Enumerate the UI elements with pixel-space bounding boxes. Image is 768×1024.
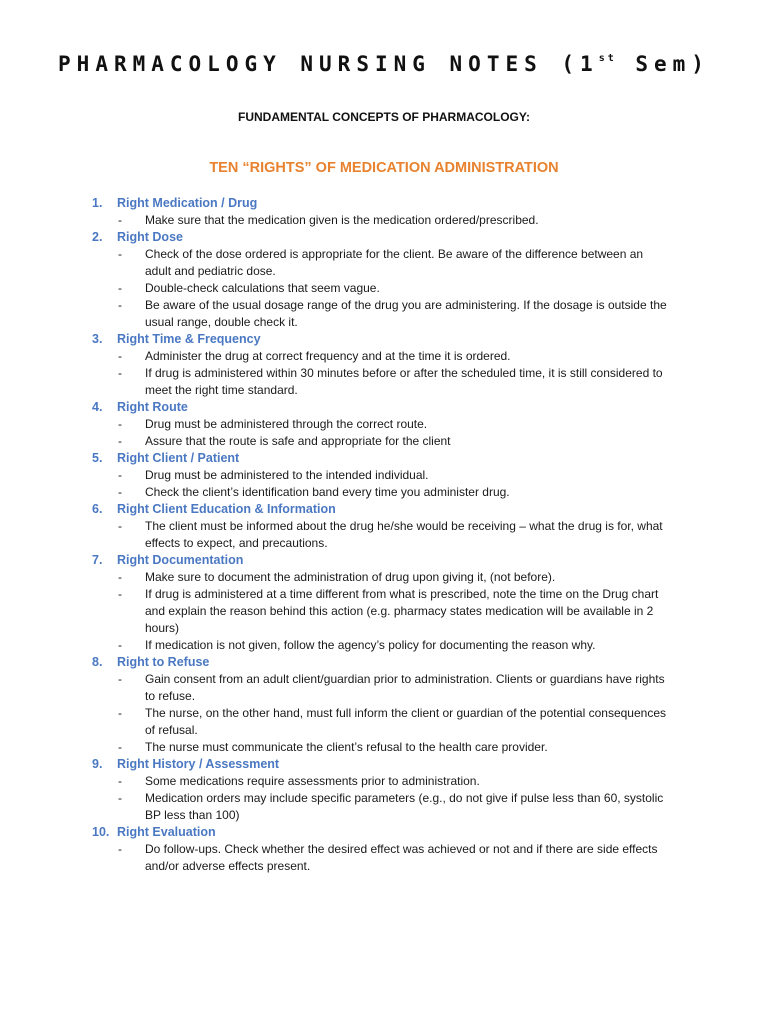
right-heading xyxy=(92,824,692,841)
dash-marker: - xyxy=(118,638,122,652)
right-title: Right Route xyxy=(117,400,188,414)
dash-marker: - xyxy=(118,213,122,227)
right-item xyxy=(92,331,692,399)
bullet-point xyxy=(92,841,692,875)
bullet-point xyxy=(92,586,692,637)
bullet-point xyxy=(92,484,692,501)
bullet-text: Some medications require assessments prior to administration. xyxy=(145,774,480,788)
right-item xyxy=(92,229,692,331)
dash-marker: - xyxy=(118,247,122,261)
bullet-point xyxy=(92,212,692,229)
bullet-text: Check of the dose ordered is appropriate for the client. Be aware of the difference between an adult and pediatric dose. xyxy=(145,247,644,278)
bullet-text: Medication orders may include specific parameters (e.g., do not give if pulse less than 60, systolic BP less than 100) xyxy=(145,791,664,822)
bullet-text: If drug is administered at a time different from what is prescribed, note the time on the Drug chart and explain the reason behind this action (e.g. pharmacy states medication will be available in 2 hours) xyxy=(145,587,659,635)
bullet-point xyxy=(92,790,692,824)
bullet-point xyxy=(92,518,692,552)
bullet-list xyxy=(92,518,692,552)
dash-marker: - xyxy=(118,519,122,533)
dash-marker: - xyxy=(118,349,122,363)
right-heading xyxy=(92,450,692,467)
bullet-text: Gain consent from an adult client/guardian prior to administration. Clients or guardians have rights to refuse. xyxy=(145,672,665,703)
bullet-list xyxy=(92,467,692,501)
bullet-point xyxy=(92,671,692,705)
bullet-text: Make sure that the medication given is the medication ordered/prescribed. xyxy=(145,213,539,227)
bullet-text: Check the client’s identification band every time you administer drug. xyxy=(145,485,510,499)
right-heading xyxy=(92,654,692,671)
bullet-list xyxy=(92,569,692,654)
dash-marker: - xyxy=(118,417,122,431)
bullet-text: Double-check calculations that seem vague. xyxy=(145,281,380,295)
dash-marker: - xyxy=(118,434,122,448)
document-title xyxy=(0,52,768,76)
bullet-text: Be aware of the usual dosage range of the drug you are administering. If the dosage is outside the usual range, double check it. xyxy=(145,298,667,329)
right-number: 6. xyxy=(92,502,103,516)
bullet-text: If medication is not given, follow the agency’s policy for documenting the reason why. xyxy=(145,638,596,652)
bullet-text: Drug must be administered to the intended individual. xyxy=(145,468,429,482)
right-item xyxy=(92,450,692,501)
dash-marker: - xyxy=(118,706,122,720)
right-title: Right Documentation xyxy=(117,553,244,567)
right-number: 10. xyxy=(92,825,110,839)
bullet-point xyxy=(92,637,692,654)
dash-marker: - xyxy=(118,366,122,380)
document-subtitle: FUNDAMENTAL CONCEPTS OF PHARMACOLOGY: xyxy=(238,110,530,124)
right-title: Right Dose xyxy=(117,230,183,244)
bullet-text: Assure that the route is safe and appropriate for the client xyxy=(145,434,451,448)
right-title: Right History / Assessment xyxy=(117,757,280,771)
bullet-point xyxy=(92,433,692,450)
bullet-list xyxy=(92,841,692,875)
dash-marker: - xyxy=(118,842,122,856)
bullet-list xyxy=(92,212,692,229)
bullet-list xyxy=(92,416,692,450)
bullet-point xyxy=(92,467,692,484)
dash-marker: - xyxy=(118,281,122,295)
right-item xyxy=(92,195,692,229)
bullet-list xyxy=(92,671,692,756)
dash-marker: - xyxy=(118,791,122,805)
right-number: 3. xyxy=(92,332,103,346)
bullet-text: Drug must be administered through the correct route. xyxy=(145,417,428,431)
right-number: 5. xyxy=(92,451,103,465)
dash-marker: - xyxy=(118,774,122,788)
dash-marker: - xyxy=(118,740,122,754)
bullet-list xyxy=(92,348,692,399)
bullet-point xyxy=(92,569,692,586)
bullet-list xyxy=(92,246,692,331)
right-number: 4. xyxy=(92,400,103,414)
bullet-point xyxy=(92,297,692,331)
document-title-superscript: st xyxy=(598,53,617,64)
right-heading xyxy=(92,552,692,569)
right-heading xyxy=(92,399,692,416)
rights-list xyxy=(92,195,692,875)
right-title: Right Client Education & Information xyxy=(117,502,336,516)
bullet-text: Do follow-ups. Check whether the desired effect was achieved or not and if there are side effects and/or adverse effects present. xyxy=(145,842,658,873)
right-number: 2. xyxy=(92,230,103,244)
right-item xyxy=(92,552,692,654)
right-number: 9. xyxy=(92,757,103,771)
bullet-point xyxy=(92,246,692,280)
section-title: TEN “RIGHTS” OF MEDICATION ADMINISTRATION xyxy=(209,160,559,176)
bullet-point xyxy=(92,773,692,790)
bullet-list xyxy=(92,773,692,824)
right-item xyxy=(92,756,692,824)
right-title: Right Evaluation xyxy=(117,825,216,839)
right-heading xyxy=(92,229,692,246)
bullet-point xyxy=(92,705,692,739)
right-heading xyxy=(92,501,692,518)
bullet-text: Make sure to document the administration of drug upon giving it, (not before). xyxy=(145,570,556,584)
document-title-main: PHARMACOLOGY NURSING NOTES (1 xyxy=(58,52,599,76)
right-item xyxy=(92,399,692,450)
dash-marker: - xyxy=(118,485,122,499)
bullet-text: Administer the drug at correct frequency and at the time it is ordered. xyxy=(145,349,511,363)
dash-marker: - xyxy=(118,298,122,312)
right-heading xyxy=(92,331,692,348)
right-number: 8. xyxy=(92,655,103,669)
bullet-text: The client must be informed about the drug he/she would be receiving – what the drug is for, what effects to expect, and precautions. xyxy=(145,519,663,550)
right-title: Right Time & Frequency xyxy=(117,332,261,346)
dash-marker: - xyxy=(118,672,122,686)
bullet-text: The nurse must communicate the client’s refusal to the health care provider. xyxy=(145,740,548,754)
right-number: 1. xyxy=(92,196,103,210)
right-title: Right Medication / Drug xyxy=(117,196,258,210)
bullet-text: If drug is administered within 30 minutes before or after the scheduled time, it is still considered to meet the right time standard. xyxy=(145,366,663,397)
right-title: Right to Refuse xyxy=(117,655,210,669)
right-item xyxy=(92,501,692,552)
dash-marker: - xyxy=(118,570,122,584)
right-item xyxy=(92,824,692,875)
bullet-point xyxy=(92,416,692,433)
right-number: 7. xyxy=(92,553,103,567)
right-heading xyxy=(92,195,692,212)
document-title-end: Sem) xyxy=(616,52,710,76)
right-heading xyxy=(92,756,692,773)
bullet-point xyxy=(92,348,692,365)
bullet-point xyxy=(92,280,692,297)
bullet-point xyxy=(92,365,692,399)
right-title: Right Client / Patient xyxy=(117,451,240,465)
dash-marker: - xyxy=(118,587,122,601)
right-item xyxy=(92,654,692,756)
bullet-text: The nurse, on the other hand, must full inform the client or guardian of the potential consequences of refusal. xyxy=(145,706,666,737)
dash-marker: - xyxy=(118,468,122,482)
bullet-point xyxy=(92,739,692,756)
